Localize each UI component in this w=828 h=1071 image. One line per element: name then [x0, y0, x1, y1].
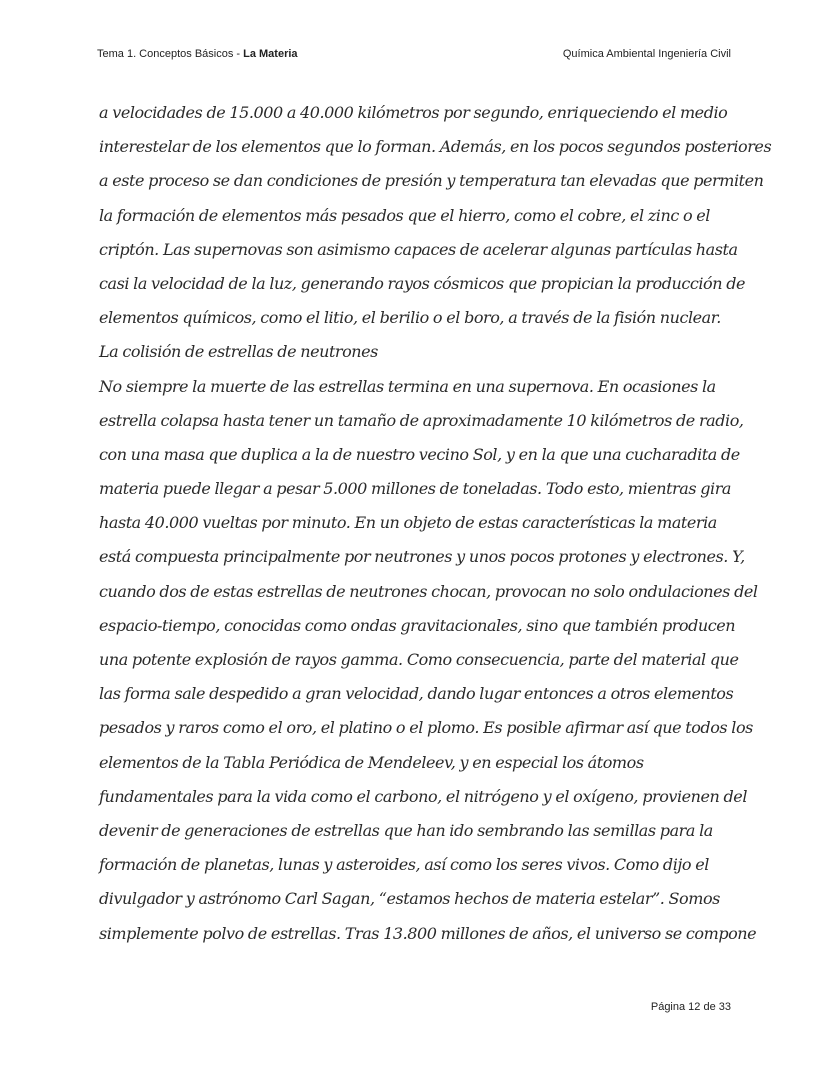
body-line: criptón. Las supernovas son asimismo capaces de acelerar algunas partículas hasta [99, 239, 738, 259]
body-line: pesados y raros como el oro, el platino o el plomo. Es posible afirmar así que todos los [99, 718, 753, 738]
body-line: a velocidades de 15.000 a 40.000 kilómetros por segundo, enriqueciendo el medio [99, 103, 728, 122]
body-line: devenir de generaciones de estrellas que han ido sembrando las semillas para la [99, 820, 713, 840]
body-line: hasta 40.000 vueltas por minuto. En un objeto de estas características la materia [99, 513, 717, 533]
section-heading: La colisión de estrellas de neutrones [99, 342, 378, 362]
header-chapter-topic: La Materia [243, 48, 298, 60]
header-chapter-title [97, 48, 298, 60]
document-body [99, 96, 772, 951]
body-line: formación de planetas, lunas y asteroides, así como los seres vivos. Como dijo el [99, 855, 709, 875]
body-line: elementos de la Tabla Periódica de Mendeleev, y en especial los átomos [99, 752, 644, 772]
body-line: una potente explosión de rayos gamma. Como consecuencia, parte del material que [99, 650, 739, 669]
body-line: casi la velocidad de la luz, generando rayos cósmicos que propician la producción de [99, 273, 746, 293]
body-line: las forma sale despedido a gran velocidad, dando lugar entonces a otros elementos [99, 684, 734, 704]
body-line: divulgador y astrónomo Carl Sagan, “estamos hechos de materia estelar”. Somos [99, 889, 720, 909]
body-line: con una masa que duplica a la de nuestro vecino Sol, y en la que una cucharadita de [99, 444, 740, 464]
body-line: elementos químicos, como el litio, el berilio o el boro, a través de la fisión nuclear. [99, 308, 721, 328]
body-line: la formación de elementos más pesados que el hierro, como el cobre, el zinc o el [99, 205, 710, 225]
body-line: está compuesta principalmente por neutrones y unos pocos protones y electrones. Y, [99, 547, 745, 567]
body-line: cuando dos de estas estrellas de neutrones chocan, provocan no solo ondulaciones del [99, 581, 758, 601]
body-line: espacio-tiempo, conocidas como ondas gravitacionales, sino que también producen [99, 615, 736, 635]
body-line: No siempre la muerte de las estrellas termina en una supernova. En ocasiones la [99, 376, 716, 396]
body-line: interestelar de los elementos que lo forman. Además, en los pocos segundos posteriores [99, 137, 772, 157]
body-line: simplemente polvo de estrellas. Tras 13.800 millones de años, el universo se compone [99, 923, 757, 943]
page-header [97, 48, 731, 66]
body-line: materia puede llegar a pesar 5.000 millones de toneladas. Todo esto, mientras gira [99, 479, 731, 499]
page-number: Página 12 de 33 [650, 1001, 731, 1013]
body-line: a este proceso se dan condiciones de presión y temperatura tan elevadas que permiten [99, 171, 764, 191]
header-course-title: Química Ambiental Ingeniería Civil [562, 48, 731, 60]
body-line: fundamentales para la vida como el carbono, el nitrógeno y el oxígeno, provienen del [99, 786, 747, 806]
header-chapter-prefix: Tema 1. Conceptos Básicos - [97, 48, 244, 60]
body-line: estrella colapsa hasta tener un tamaño de aproximadamente 10 kilómetros de radio, [99, 410, 744, 430]
